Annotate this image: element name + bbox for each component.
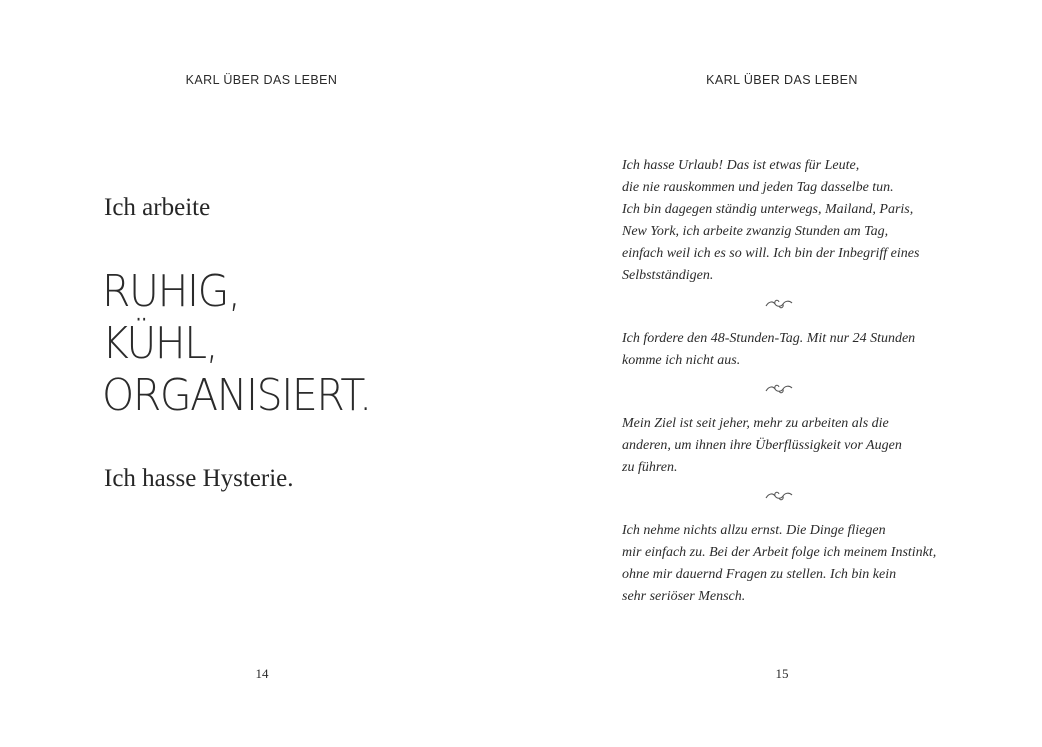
page-number-right: 15 [775, 666, 789, 681]
headline-line: KÜHL, [102, 318, 218, 369]
quote-line: ohne mir dauernd Fragen zu stellen. Ich bin kein [622, 567, 897, 582]
quote-line: Ich fordere den 48-Stunden-Tag. Mit nur 24 Stunden [622, 331, 916, 346]
flourish-ornament-icon [622, 297, 982, 319]
right-page [521, 0, 1042, 747]
outro-text: Ich hasse Hysterie. [104, 465, 294, 492]
flourish-ornament-icon [622, 382, 982, 404]
quote-line: Mein Ziel ist seit jeher, mehr zu arbeiten als die [622, 416, 889, 431]
quote-line: sehr seriöser Mensch. [622, 589, 746, 604]
quote-line: Ich hasse Urlaub! Das ist etwas für Leute, [622, 158, 860, 173]
quote-line: komme ich nicht aus. [622, 353, 741, 368]
quote-line: Ich bin dagegen ständig unterwegs, Mailand, Paris, [622, 202, 914, 217]
quote-list [622, 155, 982, 608]
quote-line: zu führen. [622, 460, 678, 475]
headline-line: RUHIG, [102, 266, 240, 317]
quote-paragraph [622, 520, 982, 608]
quote-paragraph [622, 413, 982, 479]
quote-line: mir einfach zu. Bei der Arbeit folge ich meinem Instinkt, [622, 545, 937, 560]
running-head-left: KARL ÜBER DAS LEBEN [185, 73, 338, 87]
quote-line: New York, ich arbeite zwanzig Stunden am Tag, [622, 224, 889, 239]
intro-text: Ich arbeite [104, 194, 211, 221]
quote-line: Selbstständigen. [622, 268, 714, 283]
quote-paragraph [622, 328, 982, 372]
quote-line: Ich nehme nichts allzu ernst. Die Dinge fliegen [622, 523, 886, 538]
headline-line: ORGANISIERT. [102, 370, 371, 421]
headline [102, 266, 371, 422]
flourish-ornament-icon [622, 489, 982, 511]
quote-line: die nie rauskommen und jeden Tag dasselbe tun. [622, 180, 894, 195]
page-number-left: 14 [255, 666, 269, 681]
quote-paragraph [622, 155, 982, 287]
running-head-right: KARL ÜBER DAS LEBEN [706, 73, 858, 87]
quote-line: anderen, um ihnen ihre Überflüssigkeit vor Augen [622, 438, 902, 453]
quote-line: einfach weil ich es so will. Ich bin der Inbegriff eines [622, 246, 920, 261]
